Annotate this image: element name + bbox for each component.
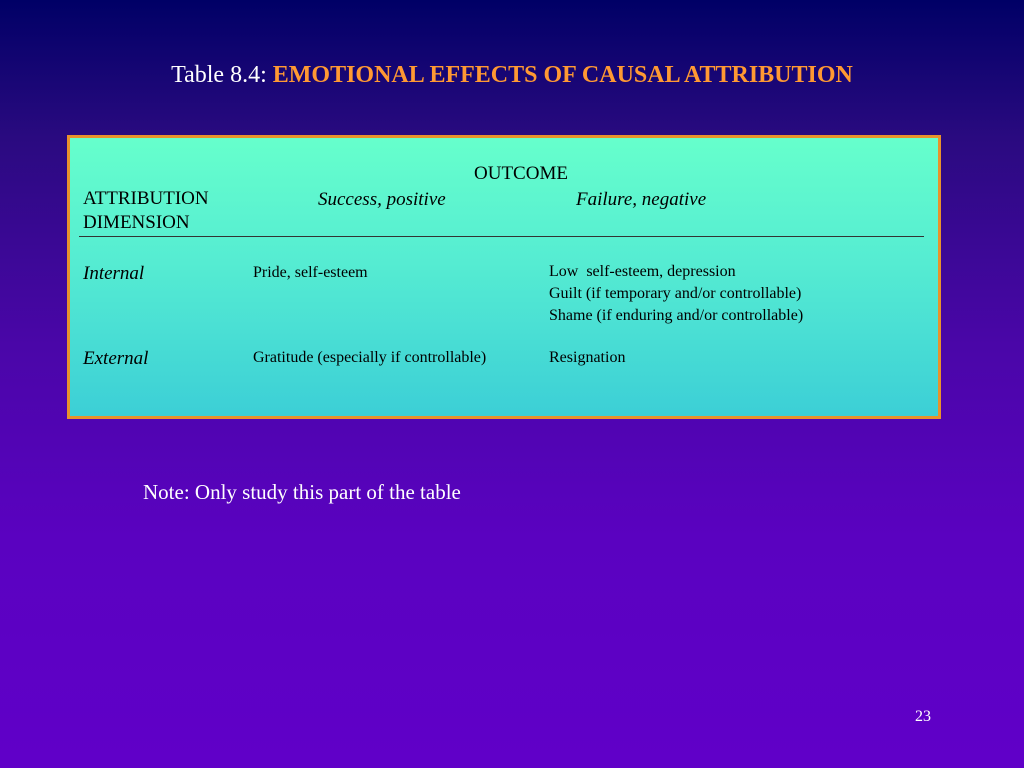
cell-external-success: Gratitude (especially if controllable)	[253, 349, 487, 366]
title-main: EMOTIONAL EFFECTS OF CAUSAL ATTRIBUTION	[272, 62, 853, 88]
row-label-internal: Internal	[83, 263, 145, 284]
cell-internal-success: Pride, self-esteem	[253, 264, 368, 281]
outcome-header: OUTCOME	[474, 163, 568, 184]
column-header-success: Success, positive	[318, 189, 446, 210]
internal-failure-line: Shame (if enduring and/or controllable)	[549, 307, 804, 324]
row-label-external: External	[83, 348, 149, 369]
cell-internal-failure	[549, 261, 803, 327]
page-number: 23	[915, 708, 931, 725]
study-note: Note: Only study this part of the table	[143, 480, 461, 504]
internal-failure-line: Low self-esteem, depression	[549, 263, 736, 280]
slide-title	[0, 62, 1024, 89]
title-prefix: Table 8.4:	[171, 62, 273, 88]
attribution-table	[67, 135, 941, 419]
cell-external-failure: Resignation	[549, 349, 626, 366]
attribution-header-line2: DIMENSION	[83, 212, 190, 233]
internal-failure-line: Guilt (if temporary and/or controllable)	[549, 285, 802, 302]
header-divider	[79, 236, 924, 237]
column-header-failure: Failure, negative	[576, 189, 707, 210]
attribution-dimension-header	[83, 187, 209, 235]
attribution-header-line1: ATTRIBUTION	[83, 188, 209, 209]
